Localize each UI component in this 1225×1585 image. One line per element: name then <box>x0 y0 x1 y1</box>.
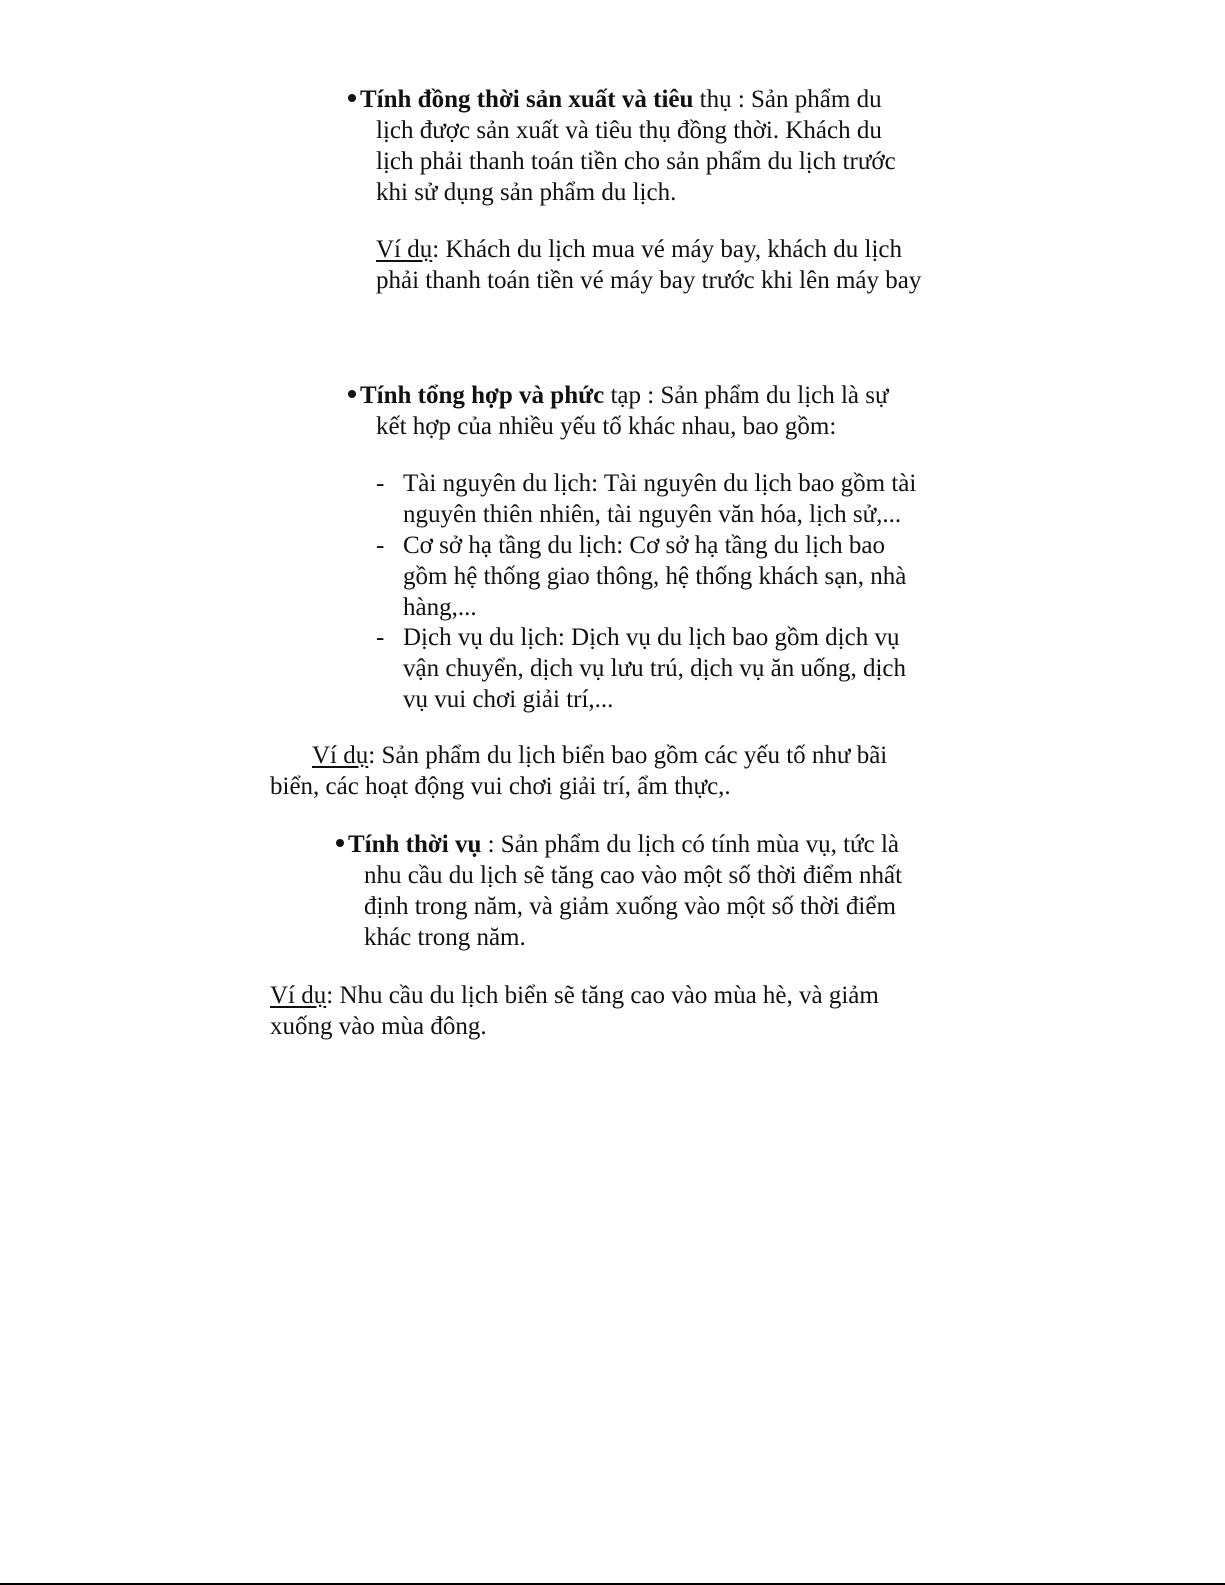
dash-marker: - <box>376 532 385 559</box>
section-3-line: nhu cầu du lịch sẽ tăng cao vào một số thời điểm nhất <box>364 862 903 889</box>
section-1-title: Tính đồng thời sản xuất và tiêu <box>360 86 694 113</box>
section-2-example-line2: biển, các hoạt động vui chơi giải trí, ẩm thực,. <box>270 773 731 800</box>
section-1-title-tail: thụ : Sản phẩm du <box>693 86 882 113</box>
list-item-line: Tài nguyên du lịch: Tài nguyên du lịch bao gồm tài <box>403 470 917 497</box>
section-3-title-tail: : Sản phẩm du lịch có tính mùa vụ, tức là <box>481 831 899 858</box>
section-1-line: lịch được sản xuất và tiêu thụ đồng thời. Khách du <box>376 117 882 144</box>
example-label: Ví dụ <box>312 742 369 769</box>
bullet-icon <box>348 94 356 102</box>
section-3-line: khác trong năm. <box>364 924 526 951</box>
section-1-line: khi sử dụng sản phẩm du lịch. <box>376 179 677 206</box>
section-1-heading <box>348 84 882 115</box>
section-3-example-line2: xuống vào mùa đông. <box>270 1013 487 1040</box>
section-2-title-tail: tạp : Sản phẩm du lịch là sự <box>604 382 889 409</box>
list-item-line: hàng,... <box>403 594 477 621</box>
bullet-icon <box>348 390 356 398</box>
example-text: : Sản phẩm du lịch biển bao gồm các yếu tố như bãi <box>368 742 888 769</box>
section-2-heading <box>348 380 889 411</box>
dash-marker: - <box>376 470 385 497</box>
example-label: Ví dụ <box>270 982 327 1009</box>
section-3-example <box>270 980 879 1011</box>
section-3-line: định trong năm, và giảm xuống vào một số thời điểm <box>364 893 896 920</box>
list-item-line: vụ vui chơi giải trí,... <box>403 686 614 713</box>
list-item-line: Dịch vụ du lịch: Dịch vụ du lịch bao gồm dịch vụ <box>403 624 900 651</box>
example-text: : Khách du lịch mua vé máy bay, khách du lịch <box>432 236 903 263</box>
list-item-line: gồm hệ thống giao thông, hệ thống khách sạn, nhà <box>403 563 907 590</box>
bullet-icon <box>336 839 344 847</box>
section-3-title: Tính thời vụ <box>348 831 482 858</box>
section-2-line: kết hợp của nhiều yếu tố khác nhau, bao gồm: <box>376 413 837 440</box>
section-3-heading <box>336 829 899 860</box>
list-item-line: vận chuyển, dịch vụ lưu trú, dịch vụ ăn uống, dịch <box>403 655 907 682</box>
dash-marker: - <box>376 624 385 651</box>
section-1-example <box>376 234 902 265</box>
section-1-line: lịch phải thanh toán tiền cho sản phẩm du lịch trước <box>376 148 896 175</box>
section-2-example <box>312 740 887 771</box>
section-2-title: Tính tổng hợp và phức <box>360 382 605 409</box>
example-text: : Nhu cầu du lịch biển sẽ tăng cao vào mùa hè, và giảm <box>326 982 879 1009</box>
section-1-example-line2: phải thanh toán tiền vé máy bay trước khi lên máy bay <box>376 267 922 294</box>
list-item-line: nguyên thiên nhiên, tài nguyên văn hóa, lịch sử,... <box>403 501 902 528</box>
list-item-line: Cơ sở hạ tầng du lịch: Cơ sở hạ tầng du lịch bao <box>403 532 885 559</box>
example-label: Ví dụ <box>376 236 433 263</box>
